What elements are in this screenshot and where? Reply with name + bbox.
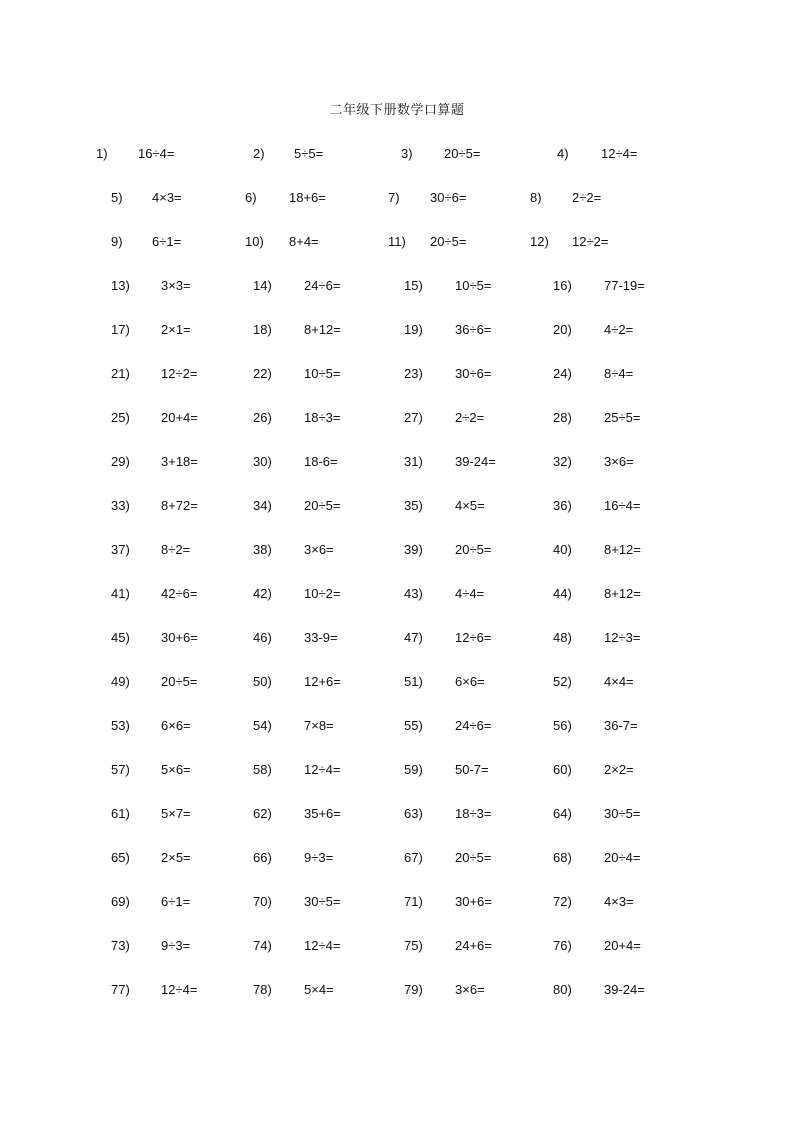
- problem-number: 3): [401, 146, 413, 161]
- problem-number: 8): [530, 190, 542, 205]
- problem-expression: 5÷5=: [294, 146, 324, 161]
- problem-number: 42): [253, 586, 272, 601]
- problem-expression: 3×6=: [304, 542, 334, 557]
- problem-number: 51): [404, 674, 423, 689]
- problem-expression: 20+4=: [161, 410, 198, 425]
- problem-number: 73): [111, 938, 130, 953]
- problem-number: 59): [404, 762, 423, 777]
- problem-number: 27): [404, 410, 423, 425]
- problem-expression: 20÷5=: [444, 146, 481, 161]
- problem-expression: 30+6=: [455, 894, 492, 909]
- problem-number: 25): [111, 410, 130, 425]
- problem-number: 45): [111, 630, 130, 645]
- page-title: 二年级下册数学口算题: [329, 103, 465, 118]
- problem-expression: 18÷3=: [304, 410, 341, 425]
- problem-number: 11): [388, 234, 406, 249]
- problem-expression: 16÷4=: [604, 498, 641, 513]
- problem-expression: 42÷6=: [161, 586, 198, 601]
- problem-number: 20): [553, 322, 572, 337]
- problem-number: 30): [253, 454, 272, 469]
- problem-expression: 77-19=: [604, 278, 645, 293]
- problem-expression: 12÷6=: [455, 630, 492, 645]
- problem-expression: 24÷6=: [304, 278, 341, 293]
- problem-number: 22): [253, 366, 272, 381]
- problem-expression: 36÷6=: [455, 322, 492, 337]
- problem-number: 36): [553, 498, 572, 513]
- problem-expression: 20+4=: [604, 938, 641, 953]
- problem-expression: 36-7=: [604, 718, 638, 733]
- problem-expression: 25÷5=: [604, 410, 641, 425]
- problem-number: 43): [404, 586, 423, 601]
- problem-number: 6): [245, 190, 257, 205]
- problem-expression: 8+4=: [289, 234, 319, 249]
- problem-number: 40): [553, 542, 572, 557]
- problem-number: 55): [404, 718, 423, 733]
- problem-number: 53): [111, 718, 130, 733]
- problem-expression: 20÷5=: [161, 674, 198, 689]
- problem-expression: 30÷6=: [455, 366, 492, 381]
- problem-expression: 8÷2=: [161, 542, 191, 557]
- problem-number: 79): [404, 982, 423, 997]
- problem-number: 21): [111, 366, 130, 381]
- problem-number: 18): [253, 322, 272, 337]
- problem-expression: 18+6=: [289, 190, 326, 205]
- problem-number: 62): [253, 806, 272, 821]
- problem-number: 52): [553, 674, 572, 689]
- problem-expression: 12+6=: [304, 674, 341, 689]
- problem-number: 50): [253, 674, 272, 689]
- problem-expression: 20÷5=: [455, 542, 492, 557]
- problem-expression: 16÷4=: [138, 146, 175, 161]
- problem-expression: 8÷4=: [604, 366, 634, 381]
- problem-number: 63): [404, 806, 423, 821]
- problem-expression: 2÷2=: [572, 190, 602, 205]
- problem-number: 29): [111, 454, 130, 469]
- problem-number: 4): [557, 146, 569, 161]
- problem-expression: 4÷2=: [604, 322, 634, 337]
- problem-number: 33): [111, 498, 130, 513]
- problem-expression: 20÷5=: [304, 498, 341, 513]
- problem-number: 24): [553, 366, 572, 381]
- problem-expression: 6×6=: [161, 718, 191, 733]
- problem-number: 26): [253, 410, 272, 425]
- problem-number: 70): [253, 894, 272, 909]
- problem-number: 19): [404, 322, 423, 337]
- problem-number: 32): [553, 454, 572, 469]
- problem-expression: 3×6=: [455, 982, 485, 997]
- problem-expression: 2÷2=: [455, 410, 485, 425]
- problem-expression: 12÷4=: [304, 762, 341, 777]
- problem-expression: 50-7=: [455, 762, 489, 777]
- problem-number: 67): [404, 850, 423, 865]
- problem-expression: 8+12=: [304, 322, 341, 337]
- problem-number: 9): [111, 234, 123, 249]
- problem-expression: 39-24=: [455, 454, 496, 469]
- problem-number: 76): [553, 938, 572, 953]
- problem-number: 44): [553, 586, 572, 601]
- problem-number: 41): [111, 586, 130, 601]
- problem-number: 68): [553, 850, 572, 865]
- problem-number: 69): [111, 894, 130, 909]
- problem-expression: 5×4=: [304, 982, 334, 997]
- problem-expression: 5×6=: [161, 762, 191, 777]
- problem-number: 17): [111, 322, 130, 337]
- problem-expression: 3×6=: [604, 454, 634, 469]
- problem-number: 56): [553, 718, 572, 733]
- problem-expression: 5×7=: [161, 806, 191, 821]
- problem-number: 7): [388, 190, 400, 205]
- problem-expression: 12÷2=: [161, 366, 198, 381]
- problem-expression: 7×8=: [304, 718, 334, 733]
- problem-expression: 12÷3=: [604, 630, 641, 645]
- problem-expression: 12÷4=: [601, 146, 638, 161]
- problem-expression: 30÷6=: [430, 190, 467, 205]
- problem-number: 65): [111, 850, 130, 865]
- problem-expression: 4÷4=: [455, 586, 485, 601]
- problem-expression: 4×3=: [152, 190, 182, 205]
- problem-expression: 2×5=: [161, 850, 191, 865]
- problem-number: 5): [111, 190, 123, 205]
- problem-number: 58): [253, 762, 272, 777]
- problem-number: 64): [553, 806, 572, 821]
- problem-number: 77): [111, 982, 130, 997]
- problem-number: 34): [253, 498, 272, 513]
- problem-expression: 30+6=: [161, 630, 198, 645]
- problem-expression: 12÷2=: [572, 234, 609, 249]
- problem-expression: 10÷5=: [304, 366, 341, 381]
- problem-number: 10): [245, 234, 264, 249]
- problem-expression: 9÷3=: [304, 850, 334, 865]
- problem-expression: 8+72=: [161, 498, 198, 513]
- problem-number: 28): [553, 410, 572, 425]
- problem-expression: 18÷3=: [455, 806, 492, 821]
- problem-number: 31): [404, 454, 423, 469]
- problem-number: 46): [253, 630, 272, 645]
- problem-expression: 18-6=: [304, 454, 338, 469]
- problem-expression: 8+12=: [604, 586, 641, 601]
- problem-number: 39): [404, 542, 423, 557]
- problem-expression: 20÷5=: [430, 234, 467, 249]
- problem-number: 72): [553, 894, 572, 909]
- problem-number: 47): [404, 630, 423, 645]
- problem-number: 71): [404, 894, 423, 909]
- problem-expression: 6÷1=: [152, 234, 182, 249]
- problem-number: 80): [553, 982, 572, 997]
- problem-expression: 4×3=: [604, 894, 634, 909]
- problem-number: 38): [253, 542, 272, 557]
- problem-number: 61): [111, 806, 130, 821]
- problem-number: 74): [253, 938, 272, 953]
- problem-number: 57): [111, 762, 130, 777]
- problem-expression: 33-9=: [304, 630, 338, 645]
- problem-number: 66): [253, 850, 272, 865]
- problem-number: 35): [404, 498, 423, 513]
- problem-expression: 30÷5=: [604, 806, 641, 821]
- problem-number: 1): [96, 146, 108, 161]
- problem-expression: 24+6=: [455, 938, 492, 953]
- problem-number: 12): [530, 234, 549, 249]
- problem-expression: 9÷3=: [161, 938, 191, 953]
- problem-number: 60): [553, 762, 572, 777]
- problem-expression: 4×5=: [455, 498, 485, 513]
- problem-number: 2): [253, 146, 265, 161]
- problem-number: 75): [404, 938, 423, 953]
- problem-expression: 35+6=: [304, 806, 341, 821]
- problem-expression: 4×4=: [604, 674, 634, 689]
- problem-number: 49): [111, 674, 130, 689]
- problem-expression: 12÷4=: [304, 938, 341, 953]
- problem-number: 14): [253, 278, 272, 293]
- problem-expression: 10÷2=: [304, 586, 341, 601]
- problem-number: 54): [253, 718, 272, 733]
- problem-expression: 20÷5=: [455, 850, 492, 865]
- problem-expression: 20÷4=: [604, 850, 641, 865]
- problem-expression: 3+18=: [161, 454, 198, 469]
- problem-expression: 3×3=: [161, 278, 191, 293]
- problem-expression: 10÷5=: [455, 278, 492, 293]
- problem-expression: 6÷1=: [161, 894, 191, 909]
- problem-number: 15): [404, 278, 423, 293]
- problem-number: 48): [553, 630, 572, 645]
- problem-expression: 2×2=: [604, 762, 634, 777]
- problem-number: 78): [253, 982, 272, 997]
- problem-number: 37): [111, 542, 130, 557]
- problem-number: 16): [553, 278, 572, 293]
- problem-expression: 2×1=: [161, 322, 191, 337]
- problem-expression: 6×6=: [455, 674, 485, 689]
- problem-expression: 8+12=: [604, 542, 641, 557]
- problem-expression: 24÷6=: [455, 718, 492, 733]
- problem-number: 23): [404, 366, 423, 381]
- problem-expression: 39-24=: [604, 982, 645, 997]
- problem-expression: 30÷5=: [304, 894, 341, 909]
- problem-expression: 12÷4=: [161, 982, 198, 997]
- problem-number: 13): [111, 278, 130, 293]
